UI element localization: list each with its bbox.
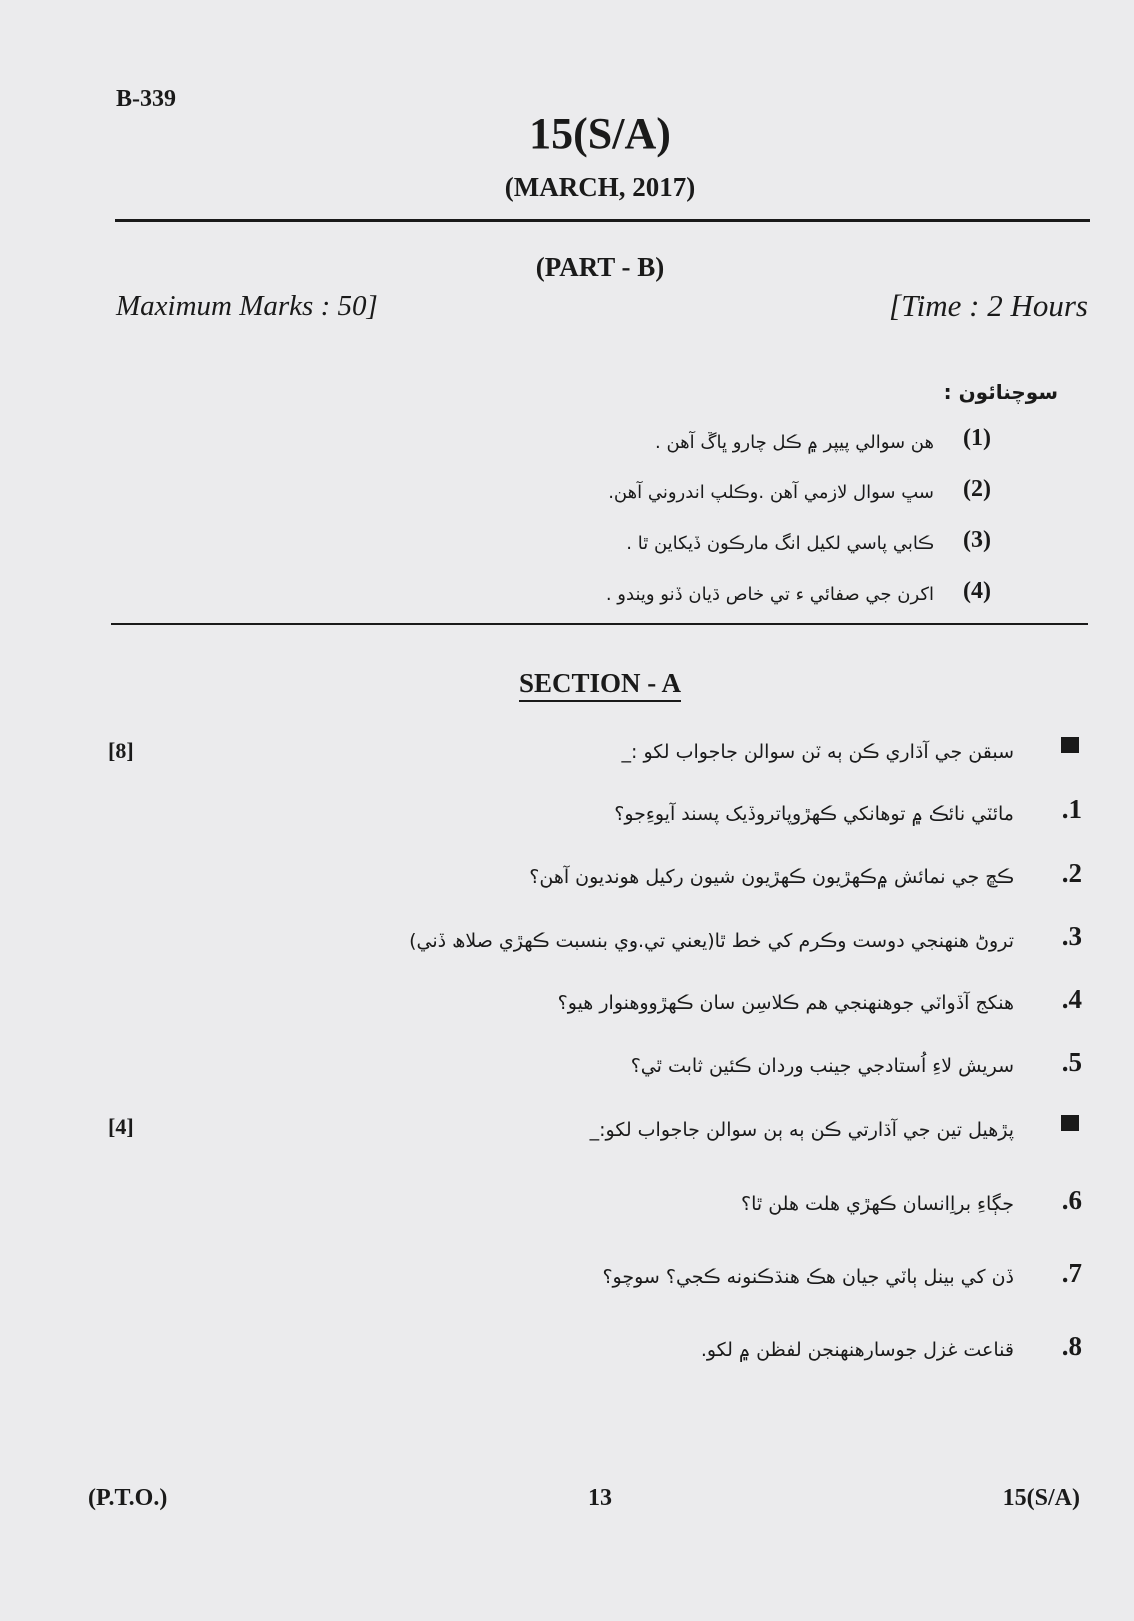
part-label: (PART - B) <box>535 252 665 282</box>
instruction-text: هن سوالي پيپر ۾ ڪل چارو ڀاڱ آهن . <box>655 432 934 453</box>
bullet-square-icon <box>1061 1115 1079 1131</box>
question-text: ڏن کي بينل ٻاٽي جيان هڪ هنڌڪنونه ڪجي؟ سوچو؟ <box>602 1266 1014 1288</box>
section-title: SECTION - A <box>0 668 1134 699</box>
paper-title: 15(S/A) <box>529 109 671 158</box>
group2-marks: [4] <box>108 1114 134 1139</box>
question-text: هنکج آڏواٽي جوهنهنجي هم ڪلاسِن سان ڪهڙووهنوار هيو؟ <box>557 992 1014 1014</box>
bullet-square-icon <box>1061 737 1079 753</box>
instruction-text: سڀ سوال لازمي آهن .وڪلپ اندروني آهن. <box>608 482 934 503</box>
instruction-number: (4) <box>963 578 991 604</box>
question-number: .7 <box>1061 1258 1082 1288</box>
group1-heading: سبقن جي آڌاري ڪن ٻه ٽن سوالن جاجواب لکو :_ <box>621 741 1014 763</box>
maximum-marks: Maximum Marks : 50] <box>116 290 378 322</box>
instruction-text: ڪابي پاسي لکيل انگ مارڪون ڏيکاين ٿا . <box>626 533 934 554</box>
question-text: سريش لاءِ اُستادجي جينب وردان ڪئين ثابت ٿي؟ <box>630 1055 1014 1077</box>
footer-paper-code: 15(S/A) <box>1002 1485 1080 1511</box>
question-text: جڳاءِ براِانسان ڪهڙي هلت هلن ٿا؟ <box>741 1193 1014 1215</box>
group2-heading: پڙهيل تين جي آڌارتي ڪن ٻه ٻن سوالن جاجواب لکو:_ <box>589 1119 1014 1141</box>
instruction-text: اکرن جي صفائي ء تي خاص ڌيان ڏنو ويندو . <box>605 584 934 605</box>
exam-month: (MARCH, 2017) <box>504 172 696 202</box>
instructions-heading: سوچنائون : <box>943 380 1058 404</box>
question-number: .6 <box>1061 1185 1082 1215</box>
question-number: .4 <box>1061 984 1082 1014</box>
group1-marks: [8] <box>108 738 134 763</box>
question-number: .3 <box>1061 921 1082 951</box>
please-turn-over: (P.T.O.) <box>88 1485 168 1511</box>
instructions-divider <box>111 623 1088 625</box>
time-limit: [Time : 2 Hours <box>889 288 1088 323</box>
question-number: .2 <box>1061 858 1082 888</box>
instruction-number: (2) <box>963 476 991 502</box>
question-number: .8 <box>1061 1331 1082 1361</box>
question-text: مائٽي نائڪ ۾ توهانکي ڪهڙوپاتروڏيک پسند آيوءِجو؟ <box>614 803 1014 825</box>
paper-code: B-339 <box>116 86 176 112</box>
instruction-number: (3) <box>963 527 991 553</box>
question-text: تروڻ هنهنجي دوست وڪرم کي خط ٿا(يعني تي.وي بنسبت ڪهڙي صلاھ ڏني) <box>409 930 1014 952</box>
question-number: .1 <box>1061 794 1082 824</box>
question-number: .5 <box>1061 1047 1082 1077</box>
instruction-number: (1) <box>963 425 991 451</box>
header-divider <box>115 219 1090 222</box>
question-text: ڪڇ جي نمائش ۾ڪهڙيون ڪهڙيون شيون رکيل هونديون آهن؟ <box>529 866 1014 888</box>
question-text: قناعت غزل جوسارهنهنجن لفظن ۾ لکو. <box>700 1339 1014 1361</box>
page-number: 13 <box>588 1485 612 1511</box>
